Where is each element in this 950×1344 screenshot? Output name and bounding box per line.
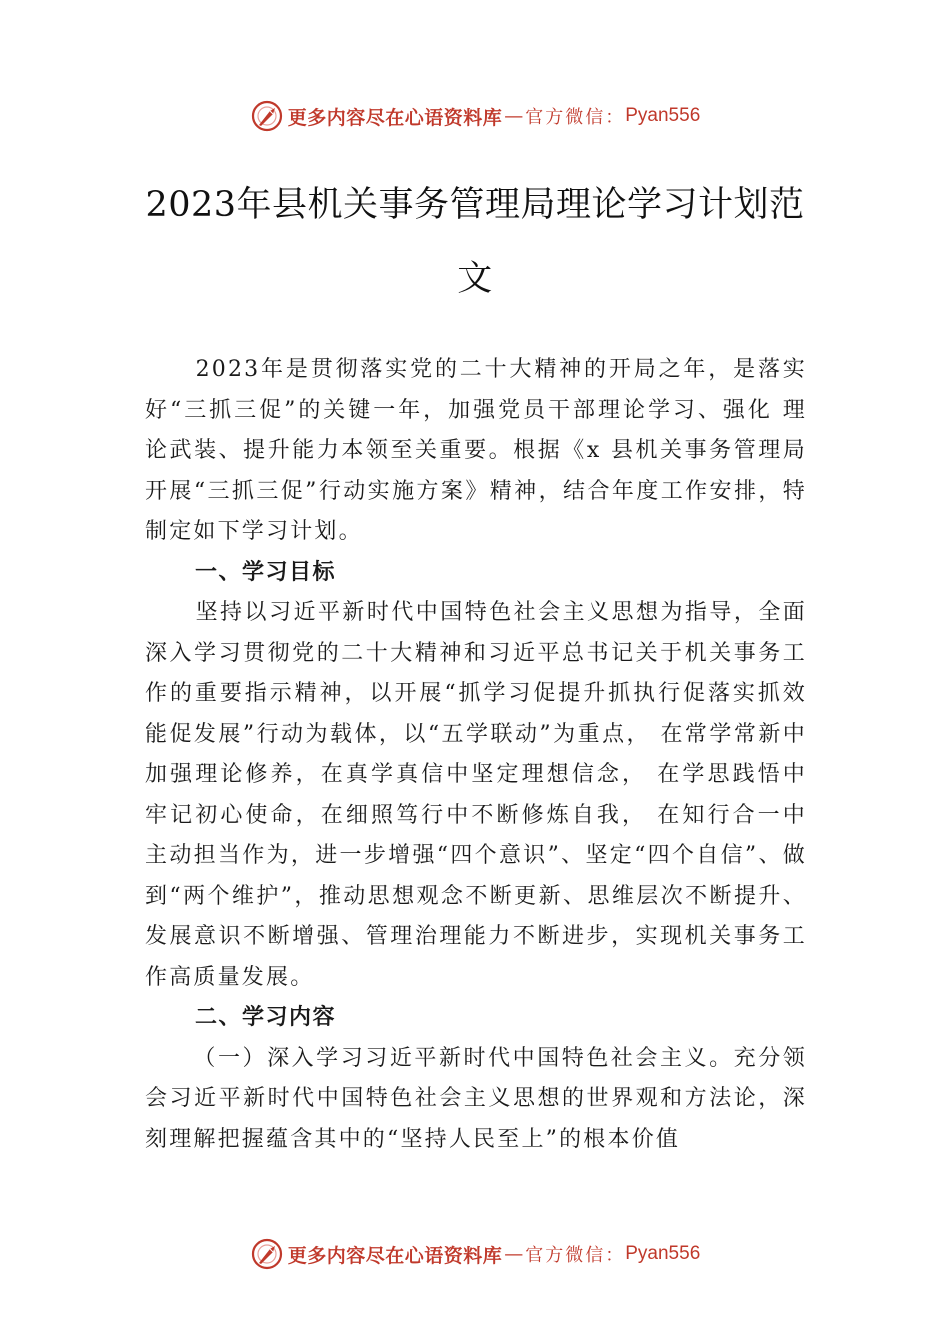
header-watermark xyxy=(0,96,950,136)
document-title: 2023年县机关事务管理局理论学习计划范文 xyxy=(145,185,805,299)
watermark-wechat-id: Pyan556 xyxy=(625,105,701,126)
watermark-dash: — xyxy=(504,1243,524,1265)
watermark-label: 官方微信： xyxy=(525,107,626,128)
pen-nib-logo-icon xyxy=(250,99,284,133)
paragraph-goals: 坚持以习近平新时代中国特色社会主义思想为指导，全面深入学习贯彻党的二十大精神和习近平总书记关于机关事务工作的重要指示精神，以开展“抓学习促提升抓执行促落实抓效能促发展”行动为载体，以“五学联动”为重点， 在常学常新中加强理论修养，在真学真信中坚定理想信念， 在学思践悟中牢记初心使命，在细照笃行中不断修炼自我， 在知行合一中主动担当作为，进一步增强“四个意识”、坚定“四个自信”、做到“两个维护”，推动思想观念不断更新、思维层次不断提升、发展意识不断增强、管理治理能力不断进步，实现机关事务工作高质量发展。 xyxy=(145,600,807,990)
watermark-label: 官方微信： xyxy=(525,1245,626,1266)
watermark-brand: 更多内容尽在心语资料库 xyxy=(287,1244,503,1267)
watermark-brand: 更多内容尽在心语资料库 xyxy=(287,106,503,129)
paragraph-intro: 2023年是贯彻落实党的二十大精神的开局之年，是落实好“三抓三促”的关键一年，加强党员干部理论学习、强化 理论武装、提升能力本领至关重要。根据《x 县机关事务管理局开展“三抓三促”行动实施方案》精神，结合年度工作安排，特制定如下学习计划。 xyxy=(145,357,807,544)
document-body xyxy=(145,350,807,1160)
paragraph-content-1: （一）深入学习习近平新时代中国特色社会主义。充分领会习近平新时代中国特色社会主义思想的世界观和方法论，深刻理解把握蕴含其中的“坚持人民至上”的根本价值 xyxy=(145,1045,807,1152)
footer-watermark xyxy=(0,1234,950,1274)
section-heading-content: 二、学习内容 xyxy=(195,1005,337,1030)
pen-nib-logo-icon xyxy=(250,1237,284,1271)
watermark-dash: — xyxy=(504,105,524,127)
section-heading-goals: 一、学习目标 xyxy=(195,559,337,585)
watermark-wechat-id: Pyan556 xyxy=(625,1243,701,1264)
